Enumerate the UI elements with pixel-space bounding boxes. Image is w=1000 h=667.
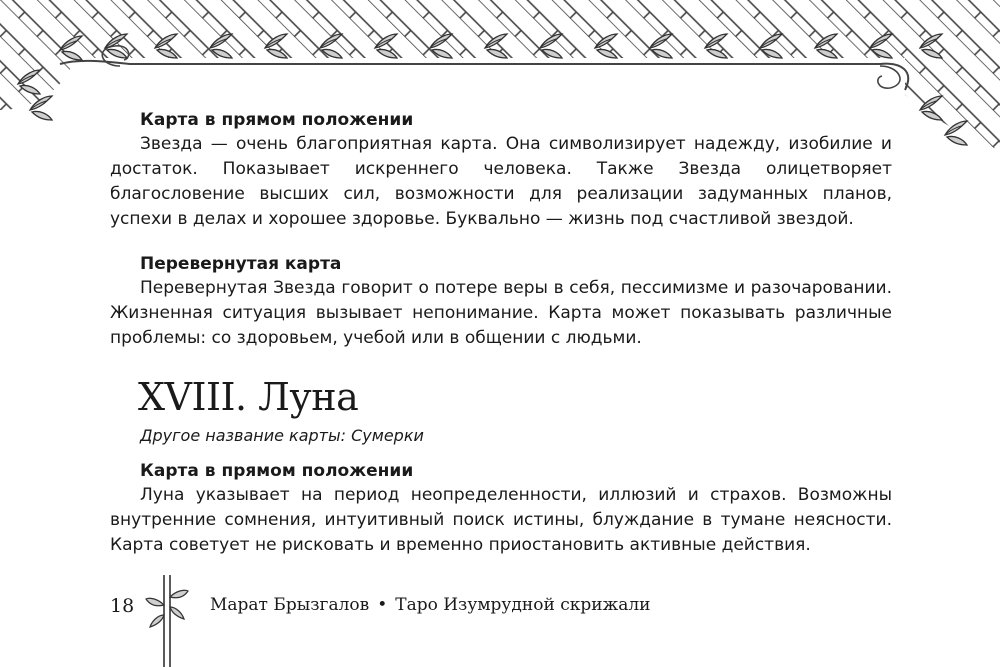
section-heading-reversed: Перевернутая карта <box>140 254 342 274</box>
page-content <box>110 108 892 558</box>
section-heading-upright: Карта в прямом положении <box>140 110 414 130</box>
author-name: Марат Брызгалов <box>210 595 370 615</box>
section-text-upright: Звезда — очень благоприятная карта. Она символизирует надежду, изобилие и достаток. Показывает искреннего человека. Также Звезда олицетворяет благословение высших сил, возможности для реализации задуманных планов, успехи в делах и хорошее здоровье. Буквально — жизнь под счастливой звездой. <box>110 134 892 229</box>
chapter-text-upright: Луна указывает на период неопределенности, иллюзий и страхов. Возможны внутренние сомнения, интуитивный поиск истины, блуждание в тумане неясности. Карта советует не рисковать и временно приостановить активные действия. <box>110 485 892 555</box>
chapter-heading-upright: Карта в прямом положении <box>140 461 414 481</box>
chapter-title: XVIII. Луна <box>138 375 359 419</box>
footer-leaf-ornament-icon <box>140 575 200 667</box>
separator-dot: • <box>377 595 388 615</box>
running-head <box>210 595 650 615</box>
chapter-alt-name: Другое название карты: Сумерки <box>140 426 424 445</box>
page-footer <box>0 575 1000 667</box>
book-title: Таро Изумрудной скрижали <box>395 595 651 615</box>
top-stripe-band <box>0 0 1000 58</box>
section-text-reversed: Перевернутая Звезда говорит о потере веры в себя, пессимизме и разочаровании. Жизненная ситуация вызывает непонимание. Карта может показывать различные проблемы: со здоровьем, учебой или в общении с людьми. <box>110 278 892 348</box>
ribbon-line <box>60 61 908 90</box>
left-corner-ribbon <box>0 58 70 110</box>
page-number: 18 <box>110 595 135 617</box>
